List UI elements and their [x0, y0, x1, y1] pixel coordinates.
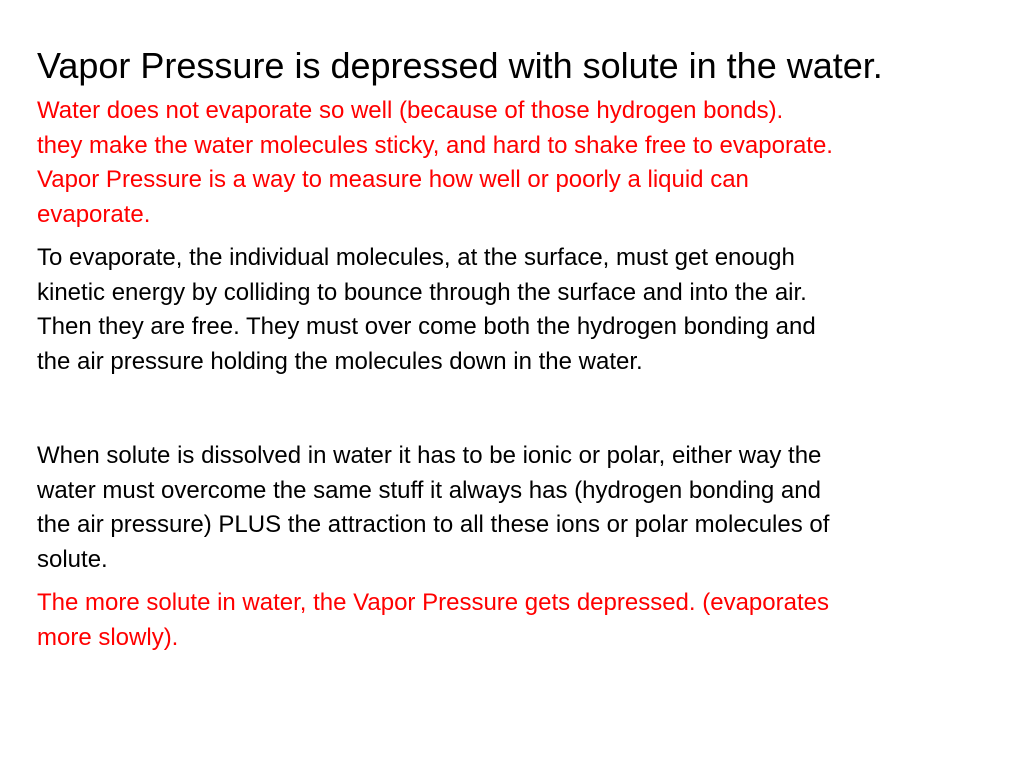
slide-title: Vapor Pressure is depressed with solute in the water.	[37, 45, 883, 86]
paragraph-evaporation-process: To evaporate, the individual molecules, at the surface, must get enough kinetic energy by colliding to bounce through the surface and into the air. Then they are free. They must over come both the hydrogen bonding and the air pressure holding the molecules down in the water.	[37, 244, 816, 375]
paragraph-water-evaporation: Water does not evaporate so well (because of those hydrogen bonds). they make the water molecules sticky, and hard to shake free to evaporate. Vapor Pressure is a way to measure how well or poorly a liquid can evaporate.	[37, 97, 833, 228]
paragraph-solute-dissolved: When solute is dissolved in water it has to be ionic or polar, either way the water must overcome the same stuff it always has (hydrogen bonding and the air pressure) PLUS the attraction to all these ions or polar molecules of solute.	[37, 442, 830, 573]
slide	[37, 44, 997, 655]
paragraph-conclusion: The more solute in water, the Vapor Pressure gets depressed. (evaporates more slowly).	[37, 589, 829, 651]
